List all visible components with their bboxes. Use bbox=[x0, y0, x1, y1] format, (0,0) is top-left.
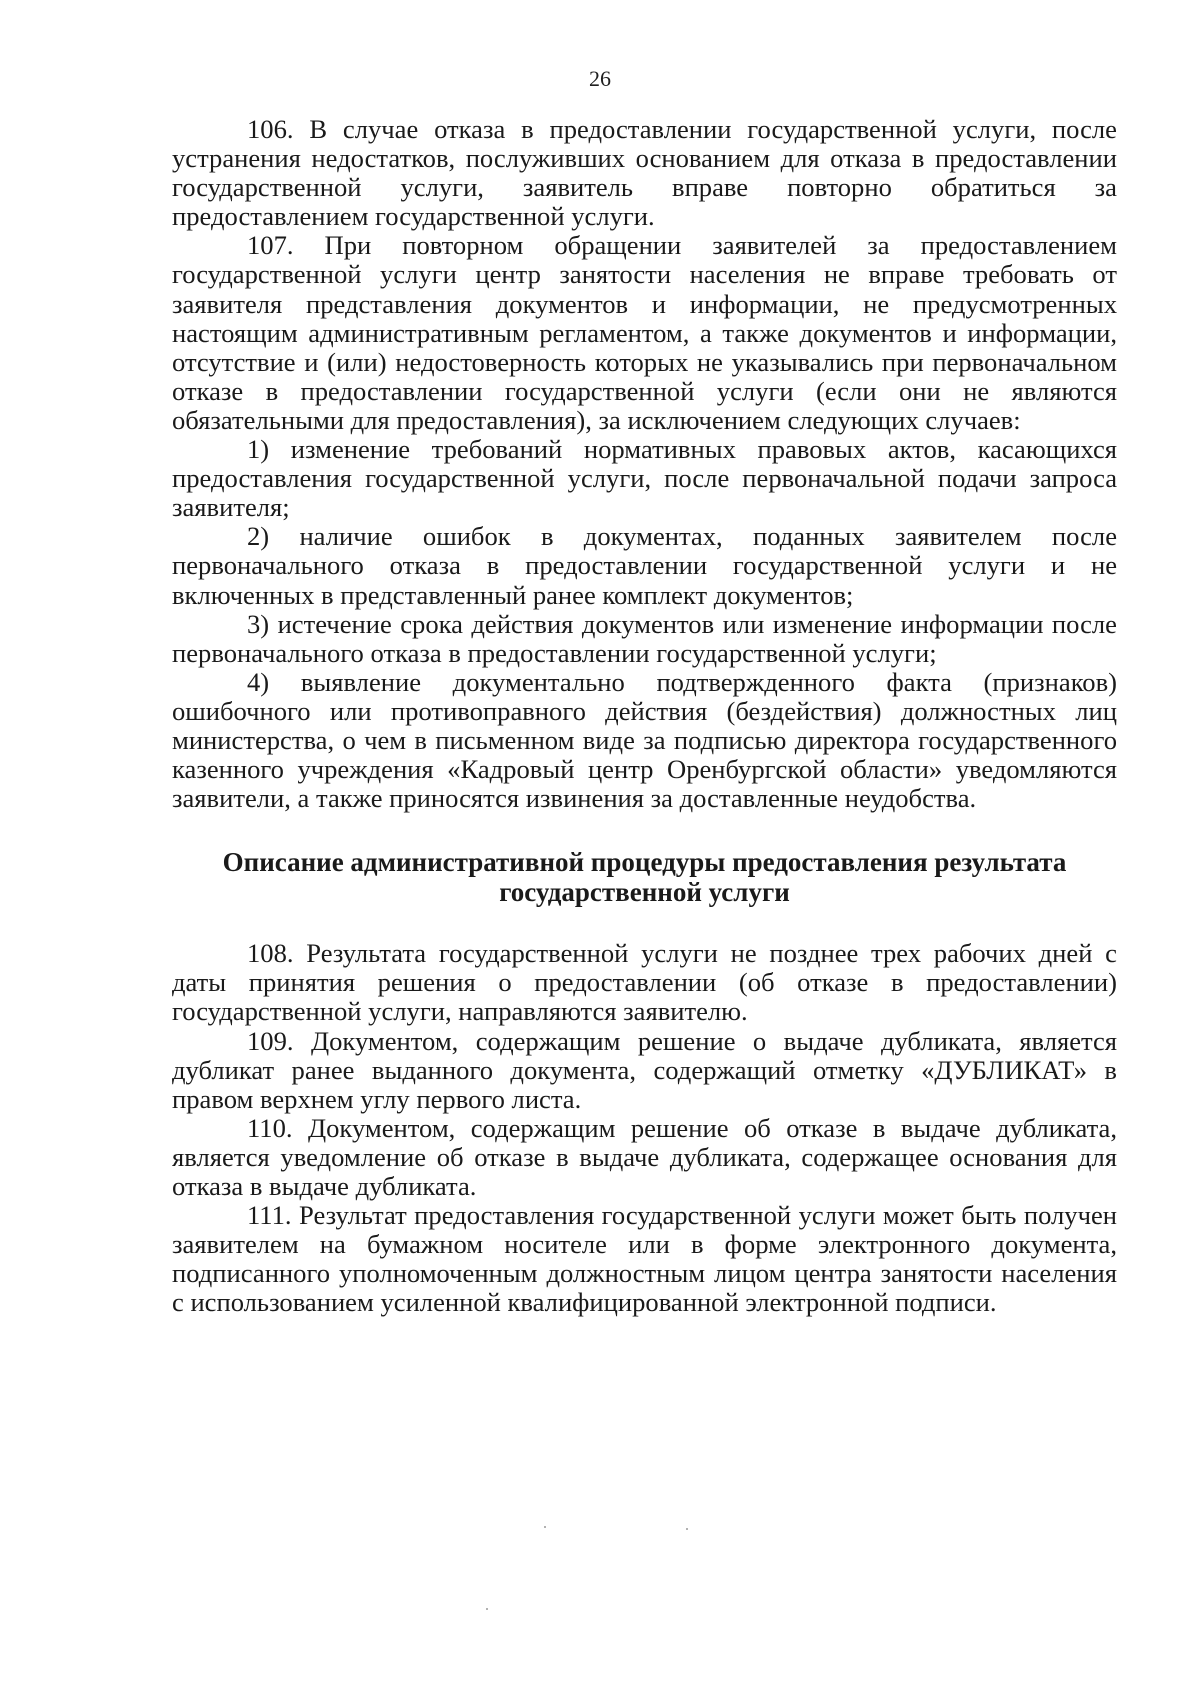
paragraph-109: 109. Документом, содержащим решение о выдаче дубликата, является дубликат ранее выданного документа, содержащий отметку «ДУБЛИКАТ» в правом верхнем углу первого листа. bbox=[172, 1025, 1117, 1114]
list-item-3: 3) истечение срока действия документов или изменение информации после первоначального отказа в предоставлении государственной услуги; bbox=[172, 608, 1117, 668]
scan-speck bbox=[486, 1608, 488, 1610]
document-body bbox=[172, 115, 1117, 1317]
paragraph-106: 106. В случае отказа в предоставлении государственной услуги, после устранения недостатков, послуживших основанием для отказа в предоставлении государственной услуги, заявитель вправе повторно обратиться за предоставлением государственной услуги. bbox=[172, 114, 1117, 232]
paragraph-111: 111. Результат предоставления государственной услуги может быть получен заявителем на бумажном носителе или в форме электронного документа, подписанного уполномоченным должностным лицом центра занятости населения с использованием усиленной квалифицированной электронной подписи. bbox=[172, 1200, 1117, 1318]
list-item-1: 1) изменение требований нормативных правовых актов, касающихся предоставления государственной услуги, после первоначальной подачи запроса заявителя; bbox=[172, 434, 1117, 523]
section-heading: Описание административной процедуры предоставления результата государственной услуги bbox=[222, 847, 1067, 908]
paragraph-110: 110. Документом, содержащим решение об отказе в выдаче дубликата, является уведомление об отказе в выдаче дубликата, содержащее основания для отказа в выдаче дубликата. bbox=[172, 1112, 1117, 1201]
scan-speck bbox=[686, 1528, 688, 1530]
paragraph-108: 108. Результата государственной услуги не позднее трех рабочих дней с даты принятия решения о предоставлении (об отказе в предоставлении) государственной услуги, направляются заявителю. bbox=[172, 938, 1117, 1027]
page-number: 26 bbox=[589, 66, 611, 91]
scan-speck bbox=[544, 1526, 546, 1528]
list-item-2: 2) наличие ошибок в документах, поданных заявителем после первоначального отказа в предоставлении государственной услуги и не включенных в представленный ранее комплект документов; bbox=[172, 521, 1117, 610]
paragraph-107: 107. При повторном обращении заявителей за предоставлением государственной услуги центр занятости населения не вправе требовать от заявителя представления документов и информации, не предусмотренных настоящим административным регламентом, а также документов и информации, отсутствие и (или) недостоверность которых не указывались при первоначальном отказе в предоставлении государственной услуги (если они не являются обязательными для предоставления), за исключением следующих случаев: bbox=[172, 230, 1117, 435]
list-item-4: 4) выявление документально подтвержденного факта (признаков) ошибочного или противоправного действия (бездействия) должностных лиц министерства, о чем в письменном виде за подписью директора государственного казенного учреждения «Кадровый центр Оренбургской области» уведомляются заявители, а также приносятся извинения за доставленные неудобства. bbox=[172, 666, 1117, 814]
